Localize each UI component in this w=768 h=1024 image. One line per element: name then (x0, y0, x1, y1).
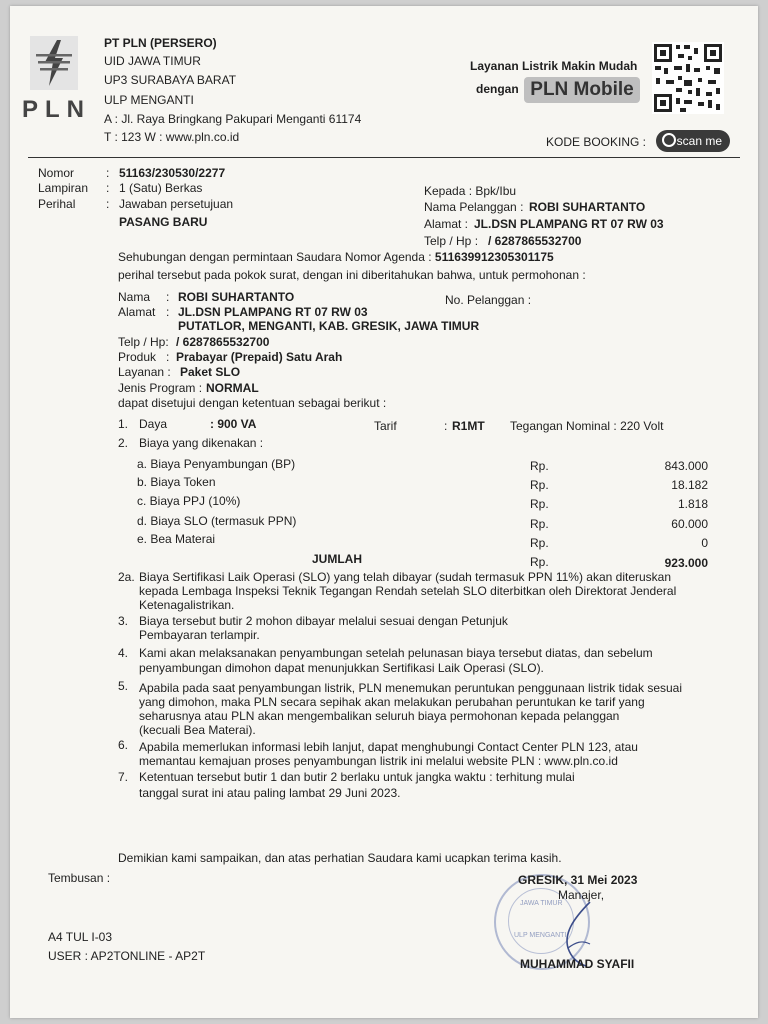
jenis-value: NORMAL (206, 381, 259, 395)
recipient-name: ROBI SUHARTANTO (529, 200, 646, 214)
term-5-line: Apabila pada saat penyambungan listrik, PLN menemukan peruntukan penggunaan listrik tidak sesuai (139, 681, 683, 695)
fee-label: c. Biaya PPJ (10%) (137, 494, 241, 508)
term-3-number: 3. (118, 614, 129, 628)
term-6-line: memantau kemajuan proses penyambungan listrik ini melalui website PLN : www.pln.co.id (139, 754, 618, 768)
unit-up3: UP3 SURABAYA BARAT (104, 73, 237, 87)
term-2a-line: Ketenagalistrikan. (139, 598, 235, 612)
produk-value: Prabayar (Prepaid) Satu Arah (176, 350, 343, 364)
place-date: GRESIK, 31 Mei 2023 (518, 873, 638, 887)
pln-logo-text: PLN (22, 96, 91, 123)
perihal-label: Perihal (38, 197, 76, 211)
term-7-line: Ketentuan tersebut butir 1 dan butir 2 berlaku untuk jangka waktu : terhitung mulai (139, 770, 575, 784)
term-4-line: penyambungan dimohon dapat menunjukkan Sertifikasi Laik Operasi (SLO). (139, 661, 544, 675)
fee-amount: 0 (701, 536, 708, 550)
perihal-sep: : (106, 197, 110, 211)
scan-icon (662, 133, 676, 147)
pln-mobile-badge: PLN Mobile (524, 77, 640, 103)
fee-label: e. Bea Materai (137, 532, 216, 546)
fee-label: a. Biaya Penyambungan (BP) (137, 457, 296, 471)
nama-sep: : (166, 290, 170, 304)
kepada: Kepada : Bpk/Ibu (424, 184, 517, 198)
recipient-name-label: Nama Pelanggan : (424, 200, 524, 214)
term-5-number: 5. (118, 679, 129, 693)
fee-currency: Rp. (530, 536, 549, 550)
intro-line-1 (118, 250, 554, 264)
recipient-address: JL.DSN PLAMPANG RT 07 RW 03 (474, 217, 664, 231)
tarif-label: Tarif (374, 419, 397, 433)
no-pelanggan-label: No. Pelanggan : (445, 293, 532, 307)
fee-label: b. Biaya Token (137, 475, 216, 489)
term-6-number: 6. (118, 738, 129, 752)
nomor-sep: : (106, 166, 110, 180)
term-5-line: seharusnya atau PLN akan mengembalikan seluruh biaya permohonan kepada pelanggan (139, 709, 620, 723)
lightning-logo-icon (30, 36, 78, 90)
nama-label: Nama (118, 290, 151, 304)
layanan-label: Layanan : (118, 365, 171, 379)
header-divider (28, 157, 740, 158)
produk-label: Produk (118, 350, 157, 364)
recipient-address-label: Alamat : (424, 217, 469, 231)
unit-uid: UID JAWA TIMUR (104, 54, 201, 68)
layanan-value: Paket SLO (180, 365, 241, 379)
alamat-value-1: JL.DSN PLAMPANG RT 07 RW 03 (178, 305, 368, 319)
produk-sep: : (166, 350, 170, 364)
fee-currency: Rp. (530, 459, 549, 473)
term-2a-number: 2a. (118, 570, 135, 584)
agenda-number: 511639912305301175 (434, 250, 554, 264)
promo-line-2: dengan (476, 82, 519, 96)
closing-text: Demikian kami sampaikan, dan atas perhatian Saudara kami ucapkan terima kasih. (118, 851, 562, 865)
intro-line-2: perihal tersebut pada pokok surat, dengan ini diberitahukan bahwa, untuk permohonan : (118, 268, 586, 282)
telp-value: / 6287865532700 (176, 335, 270, 349)
unit-ulp: ULP MENGANTI (104, 93, 194, 107)
lampiran-sep: : (106, 181, 110, 195)
term-3-line: Pembayaran terlampir. (139, 628, 260, 642)
tarif-sep: : (444, 419, 448, 433)
total-label: JUMLAH (312, 552, 362, 566)
pln-logo (30, 36, 78, 90)
user-info: USER : AP2TONLINE - AP2T (48, 949, 206, 963)
form-code: A4 TUL I-03 (48, 930, 113, 944)
term-5-line: (kecuali Bea Materai). (139, 723, 256, 737)
fee-amount: 60.000 (671, 517, 708, 531)
jenis-label: Jenis Program : (118, 381, 203, 395)
biaya-label: Biaya yang dikenakan : (139, 436, 264, 450)
daya-value: : 900 VA (210, 417, 257, 431)
signer-name: MUHAMMAD SYAFII (520, 957, 635, 971)
qr-code-icon[interactable] (652, 42, 724, 114)
term-7-number: 7. (118, 770, 129, 784)
daya-label: Daya (139, 417, 168, 431)
term-6-line: Apabila memerlukan informasi lebih lanjut, dapat menghubungi Contact Center PLN 123, atau (139, 740, 638, 754)
fee-label: d. Biaya SLO (termasuk PPN) (137, 514, 297, 528)
tembusan-label: Tembusan : (48, 871, 111, 885)
term-4-line: Kami akan melaksanakan penyambungan setelah pelunasan biaya tersebut diatas, dan sebelum (139, 646, 653, 660)
booking-label: KODE BOOKING : (546, 135, 647, 149)
recipient-phone-label: Telp / Hp : (424, 234, 479, 248)
lampiran-label: Lampiran (38, 181, 89, 195)
company-address: A : Jl. Raya Bringkang Pakupari Menganti 61174 (104, 112, 362, 126)
fee-amount: 18.182 (671, 478, 708, 492)
nama-value: ROBI SUHARTANTO (178, 290, 295, 304)
stamp-text-bottom: ULP MENGANTI (514, 932, 567, 939)
term-2a-line: kepada Lembaga Inspeksi Teknik Tegangan Rendah setelah SLO diterbitkan oleh Direktorat Jenderal (139, 584, 677, 598)
item2-number: 2. (118, 436, 129, 450)
alamat-label: Alamat (118, 305, 156, 319)
intro-prefix: Sehubungan dengan permintaan Saudara Nomor Agenda : (118, 250, 432, 264)
term-3-line: Biaya tersebut butir 2 mohon dibayar melalui sesuai dengan Petunjuk (139, 614, 508, 628)
term-7-line: tanggal surat ini atau paling lambat 29 Juni 2023. (139, 786, 401, 800)
perihal-value-2: PASANG BARU (119, 215, 208, 229)
term-2a-line: Biaya Sertifikasi Laik Operasi (SLO) yang telah dibayar (sudah termasuk PPN 11%) akan diteruskan (139, 570, 672, 584)
scan-me-button[interactable] (656, 130, 730, 152)
total-amount: 923.000 (664, 556, 708, 570)
fee-currency: Rp. (530, 497, 549, 511)
nomor-value: 51163/230530/2277 (119, 166, 226, 180)
fee-currency: Rp. (530, 517, 549, 531)
alamat-value-2: PUTATLOR, MENGANTI, KAB. GRESIK, JAWA TIMUR (178, 319, 480, 333)
term-4-number: 4. (118, 646, 129, 660)
fee-amount: 843.000 (664, 459, 708, 473)
lampiran-value: 1 (Satu) Berkas (119, 181, 203, 195)
term-5-line: yang dimohon, maka PLN secara sepihak akan melakukan perubahan peruntukan ke tarif yang (139, 695, 645, 709)
tarif-value: R1MT (452, 419, 485, 433)
perihal-value: Jawaban persetujuan (119, 197, 234, 211)
promo-line-1: Layanan Listrik Makin Mudah (470, 59, 638, 73)
tegangan-info: Tegangan Nominal : 220 Volt (510, 419, 664, 433)
scan-label: scan me (676, 134, 722, 148)
company-contact: T : 123 W : www.pln.co.id (104, 130, 240, 144)
item1-number: 1. (118, 417, 129, 431)
telp-label: Telp / Hp: (118, 335, 169, 349)
nomor-label: Nomor (38, 166, 75, 180)
total-currency: Rp. (530, 555, 549, 569)
fee-currency: Rp. (530, 478, 549, 492)
signer-position: Manajer, (558, 888, 605, 902)
approval-text: dapat disetujui dengan ketentuan sebagai berikut : (118, 396, 387, 410)
fee-amount: 1.818 (677, 497, 708, 511)
recipient-phone: / 6287865532700 (488, 234, 582, 248)
company-name: PT PLN (PERSERO) (104, 36, 217, 50)
alamat-sep: : (166, 305, 170, 319)
stamp-text-top: JAWA TIMUR (520, 900, 563, 907)
